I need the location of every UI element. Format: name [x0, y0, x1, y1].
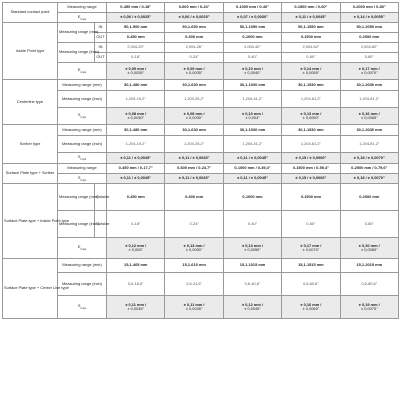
value-cell	[282, 184, 340, 211]
row-label: Measuring range (mm)	[58, 125, 107, 136]
value-text: 1,204-25,2"	[184, 95, 205, 101]
symbol-subscript: mps	[80, 156, 87, 161]
value-text: 0-450 mm / 0-17,7"	[118, 165, 153, 171]
value-text: 0-1000 mm / 0-40"	[235, 4, 269, 10]
value-text-inch: ± 0,0045"	[244, 306, 261, 311]
row-label-smps	[58, 153, 107, 164]
value-cell	[340, 53, 398, 63]
value-text: 0-1500 mm / 0-59,4"	[292, 165, 329, 171]
value-cell	[223, 53, 281, 63]
value-cell	[107, 296, 165, 319]
value-text-inch: ± 0,0040"	[244, 70, 261, 75]
value-text: ± 0,13 mm /	[183, 242, 205, 248]
row-label: Measuring range (inch)	[58, 211, 95, 238]
value-text: 0,6-18,6"	[127, 280, 144, 286]
value-cell	[340, 174, 398, 184]
value-cell	[165, 3, 223, 13]
table-row	[3, 238, 399, 259]
value-text: 50,1-1050 mm	[239, 24, 266, 30]
row-label-emps	[58, 13, 107, 23]
value-cell	[223, 13, 281, 23]
table-row	[3, 211, 399, 238]
value-text: 30,1-480 mm	[124, 81, 148, 87]
value-cell	[107, 153, 165, 164]
value-cell	[165, 125, 223, 136]
value-cell	[340, 164, 398, 174]
value-text: ± 0,18 / ± 0,0070"	[353, 175, 385, 181]
value-text: 0-60"	[306, 220, 316, 226]
value-text: ± 0,16 mm /	[300, 301, 322, 307]
row-label: Measuring range (inch)	[58, 136, 107, 153]
table-row	[3, 296, 399, 319]
value-cell	[165, 184, 223, 211]
value-text: 0-600 mm / 0-24"	[178, 4, 210, 10]
group-standard-contact-point: Standard contact point	[3, 3, 58, 23]
value-text: 0-1000 mm	[242, 193, 263, 199]
value-text: 0-450 mm	[126, 34, 145, 40]
value-cell	[282, 80, 340, 91]
value-cell	[107, 174, 165, 184]
value-cell	[165, 108, 223, 125]
value-cell	[223, 211, 281, 238]
in-label: IN	[95, 23, 107, 33]
value-text: 30,1-1030 mm	[239, 126, 266, 132]
value-cell	[223, 3, 281, 13]
value-cell	[165, 23, 223, 33]
value-text-inch: ± 0,0065"	[302, 306, 320, 311]
value-text-inch: ± 0,0080"	[361, 247, 378, 252]
value-text: 0-1500 mm	[300, 34, 321, 40]
value-text: 0-2500 mm / 0-79,6"	[351, 165, 388, 171]
table-row	[3, 153, 399, 164]
value-cell	[340, 211, 398, 238]
row-label: Measuring range	[58, 164, 107, 174]
value-cell	[223, 296, 281, 319]
value-cell	[282, 125, 340, 136]
specification-table	[2, 2, 399, 319]
value-text: 50,1-500 mm	[124, 24, 148, 30]
value-cell	[282, 43, 340, 53]
value-text: ± 0,11 / ± 0,0045"	[178, 175, 210, 181]
value-text: ± 0,13 mm /	[242, 242, 263, 248]
value-cell	[340, 125, 398, 136]
value-text: 0-18"	[131, 54, 141, 60]
table-row	[3, 136, 399, 153]
group-centerline: Centerline type	[3, 80, 58, 125]
symbol-subscript: mps	[80, 305, 87, 310]
value-cell	[165, 259, 223, 273]
value-cell	[223, 164, 281, 174]
value-cell	[282, 238, 340, 259]
value-text: 50,1-2050 mm	[356, 24, 383, 30]
group-surface-plate-inside: Surface Plate type + Inside Point type	[3, 184, 58, 259]
value-text-inch: ± 0,0070"	[302, 247, 320, 252]
outside-label: Outside	[95, 184, 107, 211]
value-cell	[223, 80, 281, 91]
value-text: 1,204-61,2"	[300, 140, 321, 146]
outside-label: Outside	[95, 211, 107, 238]
value-text-inch: ± 0,0045"	[185, 306, 203, 311]
row-label: Measuring range	[58, 3, 107, 13]
value-text: 0-1500 mm	[300, 193, 321, 199]
value-cell	[340, 63, 398, 80]
value-text: ± 0,13 mm /	[300, 110, 322, 116]
value-text: 30,1-480 mm	[124, 126, 148, 132]
symbol-label: S	[77, 112, 81, 117]
value-text: ± 0,12 mm /	[242, 301, 263, 307]
value-cell	[165, 33, 223, 43]
value-cell	[107, 13, 165, 23]
table-row	[3, 3, 399, 13]
value-cell	[223, 153, 281, 164]
value-text-inch: ± 0,0035"	[127, 70, 144, 75]
value-cell	[107, 91, 165, 108]
value-text-inch: ± 0,0030"	[127, 115, 144, 120]
value-cell	[165, 273, 223, 296]
group-surface-plate-center: Surface Plate type + Center Line type	[3, 259, 58, 319]
row-label-smps	[58, 108, 107, 125]
symbol-label: E	[77, 13, 81, 19]
value-text: 1,204-81,2"	[359, 140, 380, 146]
value-text: 0-80"	[364, 220, 374, 226]
value-text: ± 0,09 mm /	[125, 65, 147, 71]
value-cell	[282, 23, 340, 33]
value-cell	[282, 273, 340, 296]
value-text: 1,204-19,2"	[125, 140, 146, 146]
value-text: 0-2000 mm	[359, 193, 380, 199]
value-text-inch: ± 0,0045"	[127, 306, 144, 311]
row-label-smps	[58, 296, 107, 319]
table-row	[3, 164, 399, 174]
value-cell	[340, 273, 398, 296]
value-text: ± 0,20 mm /	[358, 242, 380, 248]
value-cell	[340, 184, 398, 211]
value-text-inch: ± 0,0070"	[361, 70, 378, 75]
value-text: ± 0,11 mm /	[183, 301, 205, 307]
value-cell	[340, 108, 398, 125]
value-text: 1,204-41,2"	[242, 95, 263, 101]
in-label: IN	[95, 43, 107, 53]
value-cell	[107, 3, 165, 13]
value-cell	[223, 43, 281, 53]
value-text: 30,1-1530 mm	[298, 81, 324, 87]
value-text: 0-1000 mm	[242, 34, 263, 40]
value-cell	[107, 273, 165, 296]
value-cell	[223, 136, 281, 153]
value-text-inch: ± 0,0030"	[185, 115, 203, 120]
row-label-smps	[58, 174, 107, 184]
value-text: 0,6-60,6"	[303, 280, 319, 286]
value-cell	[282, 259, 340, 273]
value-cell	[223, 273, 281, 296]
value-text: 0-40"	[247, 220, 258, 226]
symbol-label: S	[77, 154, 81, 159]
value-text: 0-600 mm	[185, 193, 204, 199]
symbol-subscript: mps	[80, 69, 87, 74]
symbol-subscript: mps	[80, 177, 87, 182]
value-text: 0-60"	[306, 54, 316, 60]
value-text: 2,004-20"	[127, 44, 145, 50]
value-cell	[107, 108, 165, 125]
value-cell	[107, 184, 165, 211]
value-text: 0-450 mm	[126, 193, 145, 199]
value-text-inch: ± 0,0050"	[302, 115, 320, 120]
spec-table-container	[2, 2, 398, 397]
value-cell	[165, 153, 223, 164]
value-cell	[165, 174, 223, 184]
table-row	[3, 80, 399, 91]
value-cell	[107, 136, 165, 153]
value-cell	[223, 259, 281, 273]
value-cell	[340, 91, 398, 108]
value-text: 50,1-1550 mm	[298, 24, 324, 30]
table-row	[3, 125, 399, 136]
value-cell	[107, 211, 165, 238]
value-cell	[282, 296, 340, 319]
value-text: ± 0,16 mm /	[358, 110, 380, 116]
value-text-inch: ± 0,0055"	[302, 70, 320, 75]
value-cell	[340, 136, 398, 153]
value-text: 15,1-465 mm	[124, 262, 148, 268]
value-text: 0-40"	[247, 54, 258, 60]
value-cell	[107, 23, 165, 33]
value-cell	[340, 238, 398, 259]
value-text: 0-24"	[189, 220, 199, 226]
value-cell	[282, 211, 340, 238]
value-text: 0-600 mm	[185, 34, 204, 40]
value-text: 0,6-40,6"	[244, 280, 261, 286]
value-text: ± 0,17 mm /	[358, 65, 380, 71]
table-row	[3, 259, 399, 273]
value-text: 0-1000 mm / 0-39,4"	[234, 165, 271, 171]
value-cell	[165, 53, 223, 63]
value-cell	[282, 3, 340, 13]
value-text: ± 0,09 mm /	[183, 65, 205, 71]
value-text: ± 0,11 / ± 0,0045"	[237, 175, 268, 181]
value-cell	[107, 80, 165, 91]
value-cell	[165, 296, 223, 319]
value-text-inch: ± 0,005"	[128, 247, 143, 252]
value-cell	[340, 3, 398, 13]
table-row	[3, 23, 399, 33]
table-row	[3, 43, 399, 53]
row-label: Measuring range (mm)	[58, 184, 95, 211]
value-text: ± 0,10 mm /	[242, 110, 263, 116]
value-text: 15,1-2015 mm	[356, 262, 383, 268]
value-text: 2,004-26"	[185, 44, 203, 50]
value-cell	[165, 63, 223, 80]
value-text: 2,004-62"	[302, 44, 320, 50]
row-label: Measuring range (mm)	[58, 23, 95, 43]
value-text: 0-1500 mm / 0-60"	[294, 4, 328, 10]
value-text: 15,1-615 mm	[182, 262, 206, 268]
table-row	[3, 108, 399, 125]
value-cell	[282, 164, 340, 174]
value-cell	[107, 238, 165, 259]
value-cell	[107, 43, 165, 53]
table-row	[3, 63, 399, 80]
value-cell	[282, 108, 340, 125]
value-text: ± 0,08 mm /	[183, 110, 205, 116]
value-text: 15,1-1515 mm	[298, 262, 324, 268]
row-label: Measuring range (mm)	[58, 259, 107, 273]
value-cell	[282, 153, 340, 164]
value-cell	[107, 33, 165, 43]
value-cell	[223, 184, 281, 211]
row-label: Measuring range (inch)	[58, 91, 107, 108]
value-text-inch: ± 0,0065"	[361, 115, 378, 120]
group-inside-point: Inside Point type	[3, 23, 58, 80]
value-text: 15,1-1015 mm	[239, 262, 266, 268]
value-text: ± 0,06 / ± 0,0025"	[120, 14, 152, 20]
value-cell	[340, 296, 398, 319]
value-text: 2,004-82"	[360, 44, 378, 50]
value-cell	[223, 174, 281, 184]
value-cell	[223, 33, 281, 43]
table-row	[3, 174, 399, 184]
value-text: 1,204-19,2"	[125, 95, 146, 101]
value-text: 0,6-80,6"	[361, 280, 378, 286]
value-cell	[165, 13, 223, 23]
value-cell	[223, 238, 281, 259]
row-label: Measuring range (inch)	[58, 273, 107, 296]
value-text: 0-2000 mm	[359, 34, 380, 40]
value-text-inch: ± 0,0055"	[244, 247, 261, 252]
value-cell	[282, 91, 340, 108]
value-text: ± 0,06 / ± 0,0025"	[178, 14, 210, 20]
value-text: 0-600 mm / 0-23,7"	[177, 165, 212, 171]
value-text: ± 0,19 mm /	[358, 301, 380, 307]
value-cell	[223, 108, 281, 125]
value-cell	[340, 33, 398, 43]
value-cell	[223, 63, 281, 80]
value-text: ± 0,10 mm /	[242, 65, 263, 71]
symbol-subscript: mps	[80, 114, 87, 119]
value-text: ± 0,11 / ± 0,0045"	[178, 154, 210, 160]
value-text: 0-2000 mm / 0-80"	[352, 4, 386, 10]
value-text: 0-450 mm / 0-18"	[120, 4, 152, 10]
value-text: 1,204-81,2"	[359, 95, 380, 101]
value-text: ± 0,18 / ± 0,0070"	[353, 154, 385, 160]
table-row	[3, 91, 399, 108]
value-cell	[340, 259, 398, 273]
value-cell	[340, 43, 398, 53]
value-cell	[165, 91, 223, 108]
value-text: 1,204-61,2"	[300, 95, 321, 101]
value-text: 30,1-630 mm	[182, 126, 206, 132]
table-row	[3, 273, 399, 296]
value-text: 50,1-650 mm	[182, 24, 206, 30]
value-text: ± 0,07 / ± 0,0030"	[236, 14, 268, 20]
value-text: ± 0,14 / ± 0,0055"	[353, 14, 385, 20]
value-text-inch: ± 0,0035"	[185, 70, 203, 75]
value-text: 1,204-41,2"	[242, 140, 263, 146]
value-text: 30,1-630 mm	[182, 81, 206, 87]
row-label-emps	[58, 238, 107, 259]
value-text: ± 0,15 / ± 0,0060"	[295, 154, 327, 160]
row-label: Measuring range (inch)	[58, 43, 95, 63]
value-cell	[282, 13, 340, 23]
group-scriber: Scriber type	[3, 125, 58, 164]
value-text-inch: ± 0,0075"	[361, 306, 378, 311]
out-label: OUT	[95, 53, 107, 63]
symbol-label: E	[77, 244, 81, 249]
value-cell	[107, 259, 165, 273]
value-cell	[165, 43, 223, 53]
symbol-subscript: mps	[80, 246, 87, 251]
symbol-subscript: mps	[80, 16, 87, 21]
out-label: OUT	[95, 33, 107, 43]
value-cell	[107, 53, 165, 63]
value-cell	[165, 211, 223, 238]
value-text: ± 0,11 / ± 0,0045"	[237, 154, 268, 160]
value-text: ± 0,12 mm /	[125, 242, 147, 248]
value-cell	[340, 13, 398, 23]
value-cell	[282, 33, 340, 43]
value-text: 30,1-1530 mm	[298, 126, 324, 132]
value-text: 0-18"	[131, 220, 141, 226]
value-cell	[223, 23, 281, 33]
value-cell	[340, 23, 398, 33]
value-text-inch: ± 0,004"	[245, 115, 260, 120]
value-text-inch: ± 0,0050"	[185, 247, 203, 252]
value-cell	[165, 80, 223, 91]
value-text: ± 0,11 / ± 0,0045"	[120, 175, 152, 181]
value-text: ± 0,11 / ± 0,0045"	[120, 154, 152, 160]
value-text: 0-80"	[364, 54, 374, 60]
value-text: ± 0,11 / ± 0,0045"	[295, 14, 327, 20]
value-text: 30,1-1030 mm	[239, 81, 266, 87]
value-cell	[223, 91, 281, 108]
value-text: 30,1-2030 mm	[356, 126, 383, 132]
symbol-label: E	[77, 67, 81, 72]
value-cell	[165, 238, 223, 259]
value-cell	[107, 63, 165, 80]
row-label-emps	[58, 63, 107, 80]
symbol-label: S	[77, 303, 81, 308]
value-cell	[165, 164, 223, 174]
value-text: 0,6-24,6"	[186, 280, 202, 286]
table-row	[3, 13, 399, 23]
value-cell	[107, 125, 165, 136]
value-text: ± 0,17 mm /	[300, 242, 322, 248]
value-text: ± 0,15 / ± 0,0060"	[295, 175, 327, 181]
value-cell	[340, 80, 398, 91]
value-cell	[223, 125, 281, 136]
value-text: 1,204-25,2"	[184, 140, 205, 146]
value-text: 30,1-2030 mm	[356, 81, 383, 87]
value-text: ± 0,11 mm /	[125, 301, 147, 307]
value-text: ± 0,08 mm /	[125, 110, 147, 116]
value-cell	[282, 63, 340, 80]
value-cell	[282, 136, 340, 153]
value-cell	[107, 164, 165, 174]
value-cell	[340, 153, 398, 164]
value-cell	[282, 174, 340, 184]
row-label: Measuring range (mm)	[58, 80, 107, 91]
group-surface-plate-scriber: Surface Plate type + Scriber	[3, 164, 58, 184]
table-row	[3, 184, 399, 211]
value-text: 2,004-42"	[244, 44, 261, 50]
symbol-label: S	[77, 174, 81, 180]
value-cell	[165, 136, 223, 153]
value-cell	[282, 53, 340, 63]
value-text: ± 0,14 mm /	[300, 65, 322, 71]
value-text: 0-24"	[189, 54, 199, 60]
